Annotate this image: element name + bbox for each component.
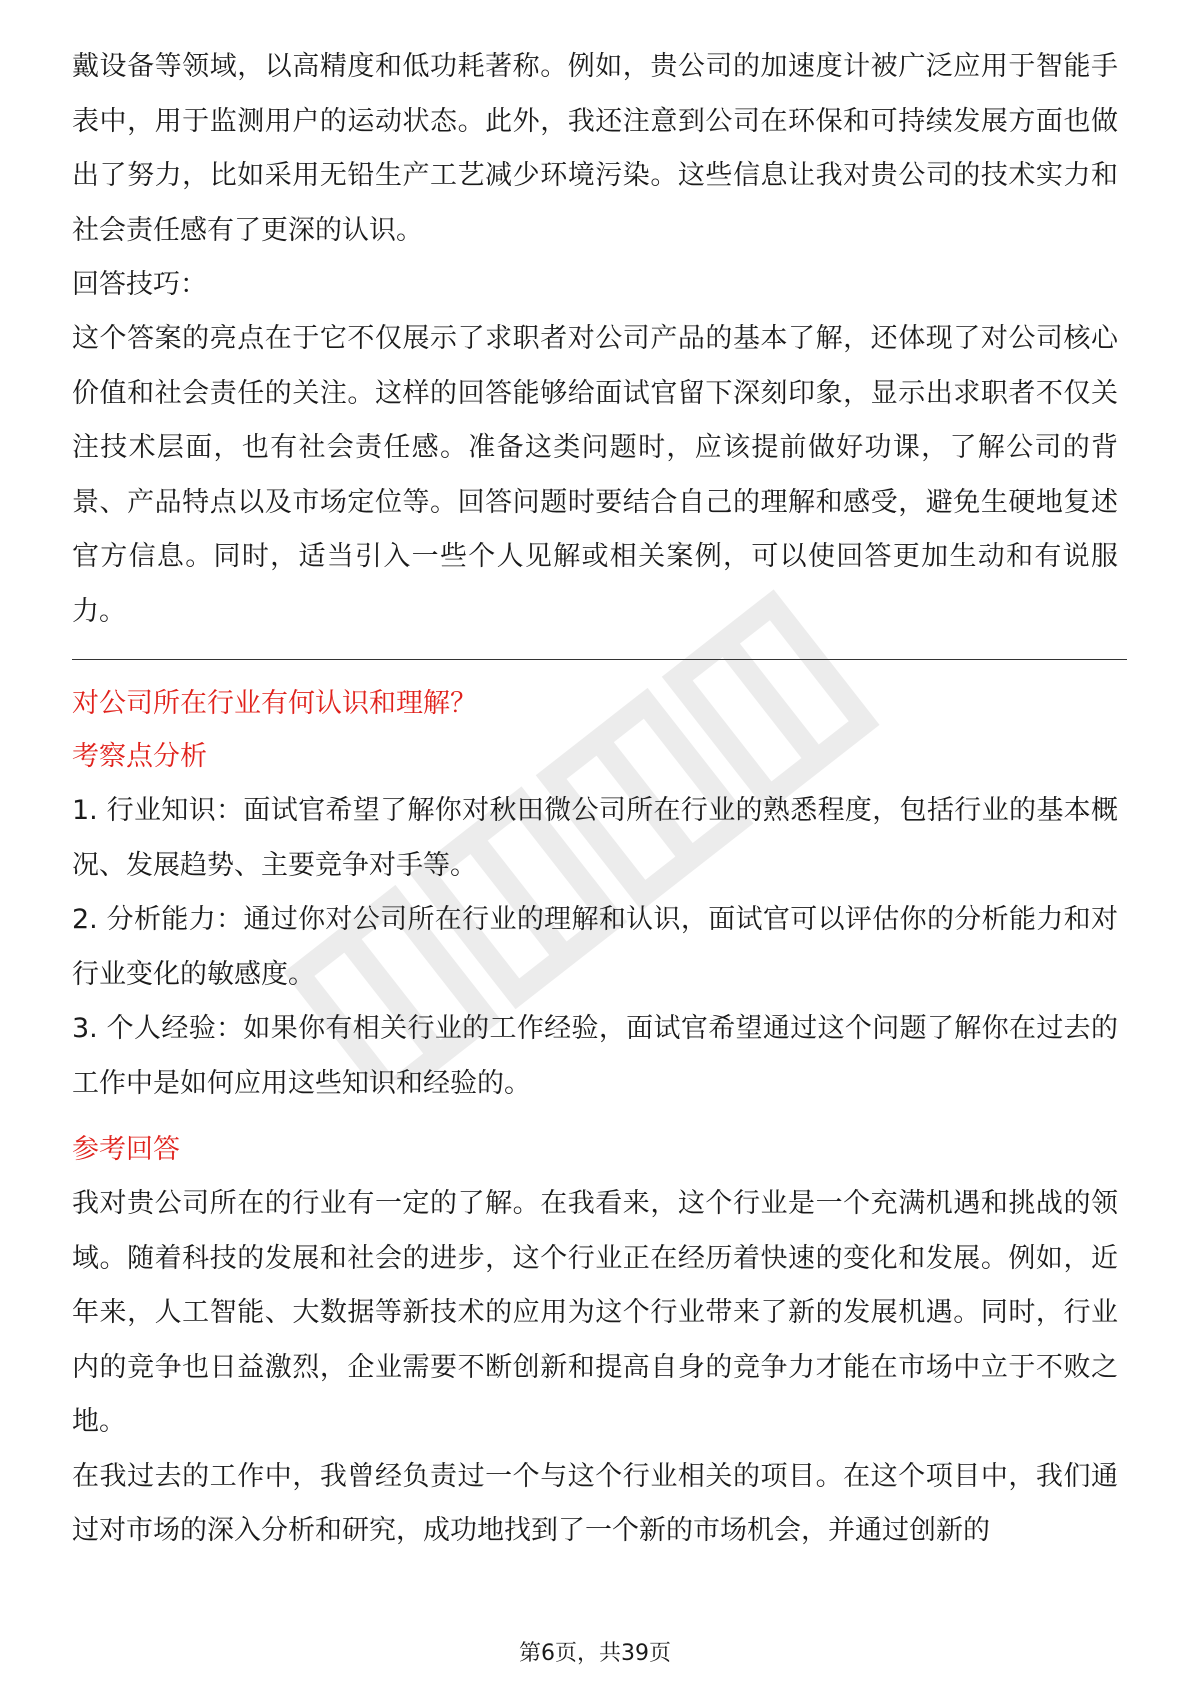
page-content xyxy=(72,40,1118,1559)
page-footer: 第6页，共39页 xyxy=(519,1641,671,1666)
tips-paragraph: 这个答案的亮点在于它不仅展示了求职者对公司产品的基本了解，还体现了对公司核心价值和社会责任的关注。这样的回答能够给面试官留下深刻印象，显示出求职者不仅关注技术层面，也有社会责任感。准备这类问题时，应该提前做好功课，了解公司的背景、产品特点以及市场定位等。回答问题时要结合自己的理解和感受，避免生硬地复述官方信息。同时，适当引入一些个人见解或相关案例，可以使回答更加生动和有说服力。 xyxy=(72,323,1118,627)
tips-label: 回答技巧： xyxy=(72,269,207,300)
intro-paragraph: 戴设备等领域，以高精度和低功耗著称。例如，贵公司的加速度计被广泛应用于智能手表中，用于监测用户的运动状态。此外，我还注意到公司在环保和可持续发展方面也做出了努力，比如采用无铅生产工艺减少环境污染。这些信息让我对贵公司的技术实力和社会责任感有了更深的认识。 xyxy=(72,51,1118,246)
analysis-item-2: 2. 分析能力：通过你对公司所在行业的理解和认识，面试官可以评估你的分析能力和对行业变化的敏感度。 xyxy=(72,904,1118,990)
answer-heading: 参考回答 xyxy=(72,1134,180,1165)
answer-paragraph-1: 我对贵公司所在的行业有一定的了解。在我看来，这个行业是一个充满机遇和挑战的领域。随着科技的发展和社会的进步，这个行业正在经历着快速的变化和发展。例如，近年来，人工智能、大数据等新技术的应用为这个行业带来了新的发展机遇。同时，行业内的竞争也日益激烈，企业需要不断创新和提高自身的竞争力才能在市场中立于不败之地。 xyxy=(72,1188,1118,1437)
analysis-item-3: 3. 个人经验：如果你有相关行业的工作经验，面试官希望通过这个问题了解你在过去的工作中是如何应用这些知识和经验的。 xyxy=(72,1013,1118,1099)
analysis-item-1: 1. 行业知识：面试官希望了解你对秋田微公司所在行业的熟悉程度，包括行业的基本概况、发展趋势、主要竞争对手等。 xyxy=(72,795,1118,881)
question-title: 对公司所在行业有何认识和理解？ xyxy=(72,688,477,719)
section-divider xyxy=(72,659,1127,660)
spacer xyxy=(72,1111,1118,1123)
answer-paragraph-2: 在我过去的工作中，我曾经负责过一个与这个行业相关的项目。在这个项目中，我们通过对市场的深入分析和研究，成功地找到了一个新的市场机会，并通过创新的 xyxy=(72,1460,1118,1546)
analysis-heading: 考察点分析 xyxy=(72,741,207,772)
